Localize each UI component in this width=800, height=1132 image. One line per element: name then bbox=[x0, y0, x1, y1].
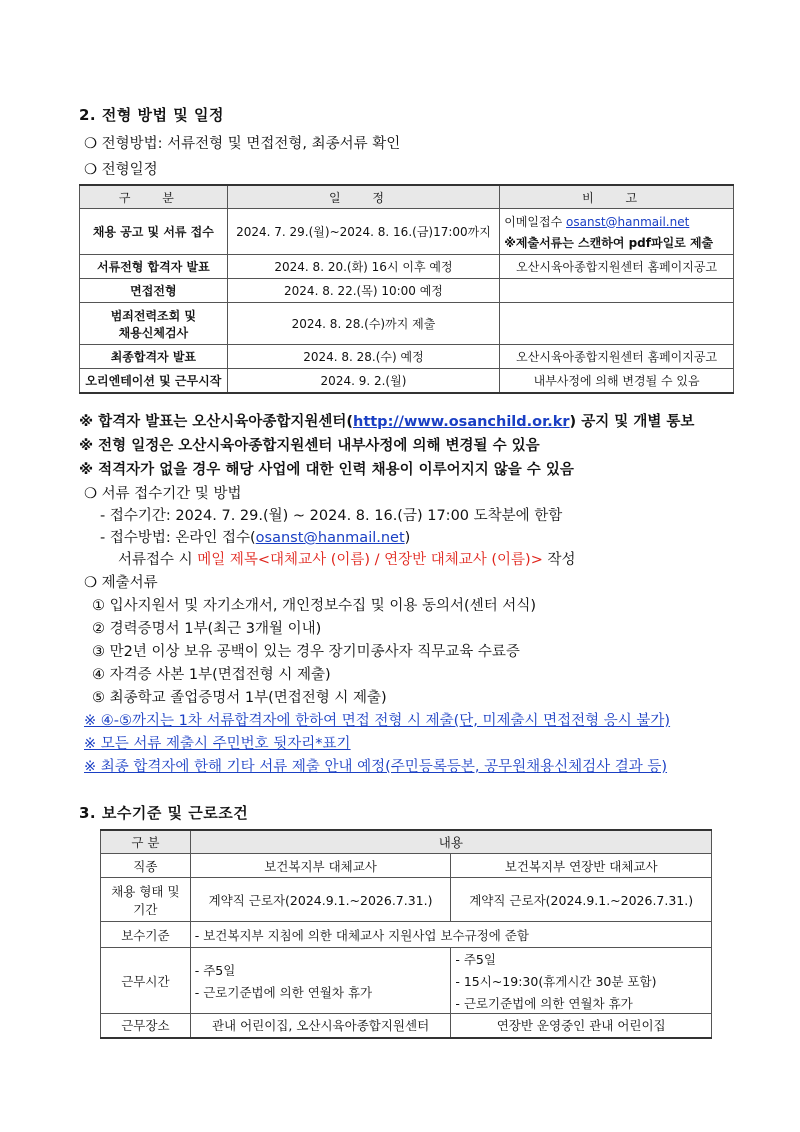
row-category: 최종합격자 발표 bbox=[80, 345, 228, 369]
email-link[interactable]: osanst@hanmail.net bbox=[566, 214, 690, 229]
category-line2: 채용신체검사 bbox=[118, 325, 189, 340]
document-item: ④ 자격증 사본 1부(면접전형 시 제출) bbox=[92, 667, 331, 683]
note-prefix: 이메일접수 bbox=[504, 214, 567, 229]
category-line1: 범죄전력조회 및 bbox=[110, 308, 197, 323]
cell-pay: - 보건복지부 지침에 의한 대체교사 지원사업 보수규정에 준함 bbox=[190, 922, 711, 948]
schedule-table bbox=[79, 184, 734, 394]
hours-a1: - 주5일 bbox=[194, 962, 236, 978]
table-row bbox=[101, 854, 712, 878]
cell-substitute bbox=[190, 948, 451, 1014]
header-schedule: 일 정 bbox=[227, 185, 500, 209]
label-line1: 채용 형태 및 bbox=[111, 883, 180, 899]
hours-b1: - 주5일 bbox=[455, 951, 496, 967]
submission-email-link[interactable]: osanst@hanmail.net bbox=[255, 530, 405, 546]
header-category: 구 분 bbox=[101, 830, 191, 854]
table-row bbox=[80, 345, 734, 369]
header-content: 내용 bbox=[190, 830, 711, 854]
row-schedule: 2024. 7. 29.(월)~2024. 8. 16.(금)17:00까지 bbox=[227, 209, 500, 255]
row-schedule: 2024. 8. 28.(수)까지 제출 bbox=[227, 303, 500, 345]
row-category: 서류전형 합격자 발표 bbox=[80, 255, 228, 279]
table-row bbox=[101, 1014, 712, 1038]
submission-period: - 접수기간: 2024. 7. 29.(월) ~ 2024. 8. 16.(금) 17:00 도착분에 한함 bbox=[100, 508, 563, 524]
row-note: 오산시육아종합지원센터 홈페이지공고 bbox=[500, 255, 734, 279]
hours-b3: - 근로기준법에 의한 연월차 휴가 bbox=[455, 995, 633, 1011]
notice-1 bbox=[79, 410, 694, 431]
row-note bbox=[500, 209, 734, 255]
row-note bbox=[500, 303, 734, 345]
selection-method: ❍ 전형방법: 서류전형 및 면접전형, 최종서류 확인 bbox=[84, 136, 401, 152]
table-row bbox=[80, 369, 734, 393]
row-category: 채용 공고 및 서류 접수 bbox=[80, 209, 228, 255]
method-prefix: - 접수방법: 온라인 접수( bbox=[100, 530, 256, 546]
cell-extended: 연장반 운영중인 관내 어린이집 bbox=[451, 1014, 712, 1038]
cell-extended: 계약직 근로자(2024.9.1.~2026.7.31.) bbox=[451, 878, 712, 922]
row-label bbox=[101, 878, 191, 922]
subject-prefix: 서류접수 시 bbox=[118, 552, 198, 568]
subject-format: 메일 제목<대체교사 (이름) / 연장반 대체교사 (이름)> bbox=[197, 552, 543, 568]
note-line2: ※제출서류는 스캔하여 pdf파일로 제출 bbox=[504, 235, 714, 250]
row-category bbox=[80, 303, 228, 345]
section-3-title: 3. 보수기준 및 근로조건 bbox=[79, 804, 249, 822]
row-category: 면접전형 bbox=[80, 279, 228, 303]
notice-1-prefix: ※ 합격자 발표는 오산시육아종합지원센터( bbox=[79, 414, 353, 430]
cell-substitute: 관내 어린이집, 오산시육아종합지원센터 bbox=[190, 1014, 451, 1038]
row-schedule: 2024. 8. 20.(화) 16시 이후 예정 bbox=[227, 255, 500, 279]
notice-3: ※ 적격자가 없을 경우 해당 사업에 대한 인력 채용이 이루어지지 않을 수 있음 bbox=[79, 462, 574, 478]
table-row bbox=[80, 303, 734, 345]
document-item: ⑤ 최종학교 졸업증명서 1부(면접전형 시 제출) bbox=[92, 690, 387, 706]
label-line2: 기간 bbox=[133, 901, 158, 917]
notice-1-suffix: ) 공지 및 개별 통보 bbox=[569, 414, 695, 430]
row-category: 오리엔테이션 및 근무시작 bbox=[80, 369, 228, 393]
table-row bbox=[80, 279, 734, 303]
header-note: 비 고 bbox=[500, 185, 734, 209]
table-row bbox=[101, 878, 712, 922]
documents-title: ❍ 제출서류 bbox=[84, 575, 158, 591]
row-schedule: 2024. 8. 22.(목) 10:00 예정 bbox=[227, 279, 500, 303]
row-note bbox=[500, 279, 734, 303]
document-note: ※ ④-⑤까지는 1차 서류합격자에 한하여 면접 전형 시 제출(단, 미제출시 면접전형 응시 불가) bbox=[84, 713, 671, 729]
row-label: 직종 bbox=[101, 854, 191, 878]
row-schedule: 2024. 9. 2.(월) bbox=[227, 369, 500, 393]
table-row bbox=[101, 948, 712, 1014]
section-2-title: 2. 전형 방법 및 일정 bbox=[79, 106, 224, 124]
row-note: 오산시육아종합지원센터 홈페이지공고 bbox=[500, 345, 734, 369]
cell-extended bbox=[451, 948, 712, 1014]
homepage-link[interactable]: http://www.osanchild.or.kr bbox=[353, 414, 570, 430]
submission-method bbox=[100, 526, 410, 547]
row-label: 보수기준 bbox=[101, 922, 191, 948]
document-note: ※ 최종 합격자에 한해 기타 서류 제출 안내 예정(주민등록등본, 공무원채용신체검사 결과 등) bbox=[84, 759, 668, 775]
table-row bbox=[80, 255, 734, 279]
hours-a2: - 근로기준법에 의한 연월차 휴가 bbox=[194, 984, 373, 1000]
table-row bbox=[80, 209, 734, 255]
row-label: 근무장소 bbox=[101, 1014, 191, 1038]
table-header-row bbox=[101, 830, 712, 854]
table-header-row bbox=[80, 185, 734, 209]
document-item: ② 경력증명서 1부(최근 3개월 이내) bbox=[92, 621, 322, 637]
cell-substitute: 계약직 근로자(2024.9.1.~2026.7.31.) bbox=[190, 878, 451, 922]
cell-extended: 보건복지부 연장반 대체교사 bbox=[451, 854, 712, 878]
document-item: ③ 만2년 이상 보유 공백이 있는 경우 장기미종사자 직무교육 수료증 bbox=[92, 644, 520, 660]
document-note: ※ 모든 서류 제출시 주민번호 뒷자리*표기 bbox=[84, 736, 351, 752]
conditions-table bbox=[100, 829, 712, 1039]
hours-b2: - 15시~19:30(휴게시간 30분 포함) bbox=[455, 973, 657, 989]
notice-2: ※ 전형 일정은 오산시육아종합지원센터 내부사정에 의해 변경될 수 있음 bbox=[79, 438, 540, 454]
submission-title: ❍ 서류 접수기간 및 방법 bbox=[84, 486, 242, 502]
table-row bbox=[101, 922, 712, 948]
cell-substitute: 보건복지부 대체교사 bbox=[190, 854, 451, 878]
row-note: 내부사정에 의해 변경될 수 있음 bbox=[500, 369, 734, 393]
method-suffix: ) bbox=[404, 530, 411, 546]
schedule-label: ❍ 전형일정 bbox=[84, 162, 158, 178]
subject-suffix: 작성 bbox=[542, 552, 576, 568]
row-schedule: 2024. 8. 28.(수) 예정 bbox=[227, 345, 500, 369]
email-subject-instruction bbox=[118, 548, 576, 569]
document-item: ① 입사지원서 및 자기소개서, 개인정보수집 및 이용 동의서(센터 서식) bbox=[92, 598, 536, 614]
row-label: 근무시간 bbox=[101, 948, 191, 1014]
header-category: 구 분 bbox=[80, 185, 228, 209]
